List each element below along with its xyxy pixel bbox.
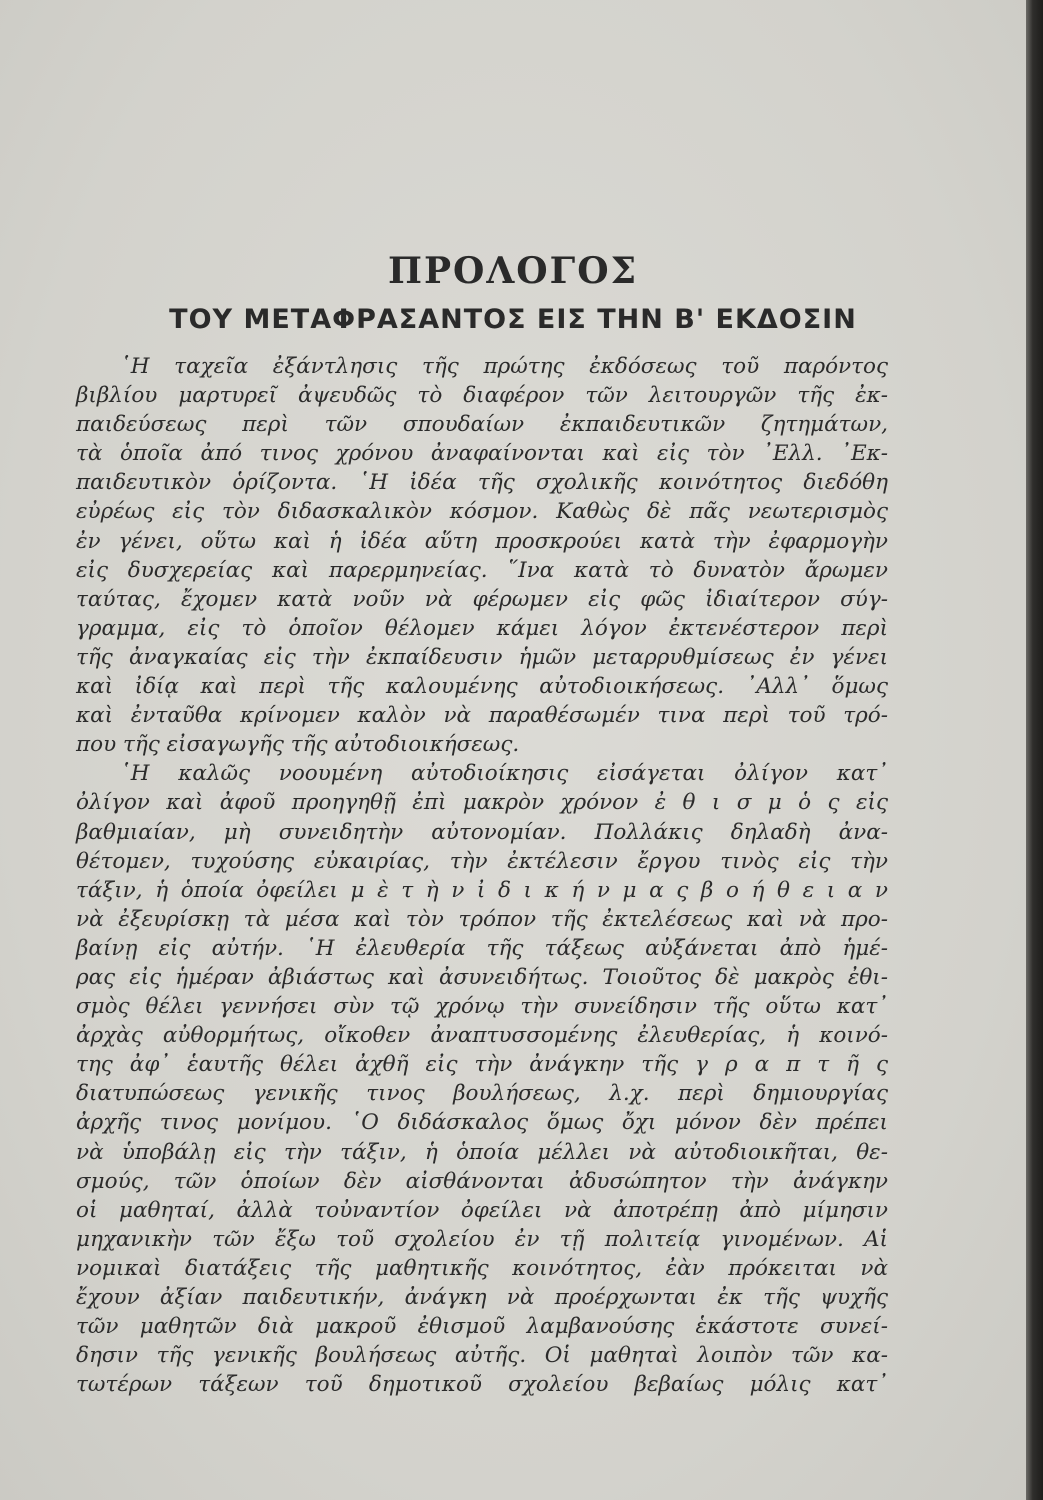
text-line: ἀρχὰς αὐθορμήτως, οἴκοθεν ἀναπτυσσομένης ἐλευθερίας, ἡ κοινό- xyxy=(76,1023,888,1049)
text-line: εὐρέως εἰς τὸν διδασκαλικὸν κόσμον. Καθὼς δὲ πᾶς νεωτερισμὸς xyxy=(76,499,888,525)
text-line: της ἀφ᾿ ἑαυτῆς θέλει ἀχθῆ εἰς τὴν ἀνάγκην τῆς γ ρ α π τ ῆ ς xyxy=(76,1052,888,1078)
text-line: ρας εἰς ἡμέραν ἀβιάστως καὶ ἀσυνειδήτως. Τοιοῦτος δὲ μακρὸς ἐθι- xyxy=(76,964,888,990)
text-line: σμὸς θέλει γεννήσει σὺν τῷ χρόνῳ τὴν συνείδησιν τῆς οὕτω κατ᾿ xyxy=(76,994,888,1020)
text-line: ἐν γένει, οὕτω καὶ ἡ ἰδέα αὕτη προσκρούει κατὰ τὴν ἐφαρμογὴν xyxy=(76,528,888,554)
page-edge-shadow xyxy=(1026,0,1043,1500)
text-line: ῾Η ταχεῖα ἐξάντλησις τῆς πρώτης ἐκδόσεως τοῦ παρόντος xyxy=(120,354,888,379)
text-line: μηχανικὴν τῶν ἔξω τοῦ σχολείου ἐν τῇ πολιτείᾳ γινομένων. Αἱ xyxy=(76,1226,888,1252)
text-line: νομικαὶ διατάξεις τῆς μαθητικῆς κοινότητος, ἐὰν πρόκειται νὰ xyxy=(76,1255,888,1281)
text-line: θέτομεν, τυχούσης εὐκαιρίας, τὴν ἐκτέλεσιν ἔργου τινὸς εἰς τὴν xyxy=(76,848,888,874)
text-line: τάξιν, ἡ ὁποία ὀφείλει μ ὲ τ ὴ ν ἰ δ ι κ ή ν μ α ς β ο ή θ ε ι α ν xyxy=(76,877,888,903)
text-line: ταύτας, ἔχομεν κατὰ νοῦν νὰ φέρωμεν εἰς φῶς ἰδιαίτερον σύγ- xyxy=(76,586,888,612)
text-line: σμούς, τῶν ὁποίων δὲν αἰσθάνονται ἀδυσώπητον τὴν ἀνάγκην xyxy=(76,1168,888,1194)
text-line: βαίνῃ εἰς αὐτήν. ῾Η ἐλευθερία τῆς τάξεως αὐξάνεται ἀπὸ ἡμέ- xyxy=(76,935,888,961)
text-line: παιδευτικὸν ὁρίζοντα. ῾Η ἰδέα τῆς σχολικῆς κοινότητος διεδόθη xyxy=(76,470,888,496)
text-line: οἱ μαθηταί, ἀλλὰ τοὐναντίον ὀφείλει νὰ ἀποτρέπῃ ἀπὸ μίμησιν xyxy=(76,1197,888,1223)
text-line: ῾Η καλῶς νοουμένη αὐτοδιοίκησις εἰσάγεται ὀλίγον κατ᾿ xyxy=(120,761,888,787)
text-line: τῆς ἀναγκαίας εἰς τὴν ἐκπαίδευσιν ἡμῶν μεταρρυθμίσεως ἐν γένει xyxy=(76,644,888,670)
text-line: τὰ ὁποῖα ἀπό τινος χρόνου ἀναφαίνονται καὶ εἰς τὸν ᾿Ελλ. ᾿Εκ- xyxy=(76,441,888,467)
text-line: βαθμιαίαν, μὴ συνειδητὴν αὐτονομίαν. Πολλάκις δηλαδὴ ἀνα- xyxy=(76,819,888,845)
text-line: δησιν τῆς γενικῆς βουλήσεως αὐτῆς. Οἱ μαθηταὶ λοιπὸν τῶν κα- xyxy=(76,1343,888,1369)
page-title: ΠΡΟΛΟΓΟΣ xyxy=(387,250,639,292)
text-line: που τῆς εἰσαγωγῆς τῆς αὐτοδιοικήσεως. xyxy=(76,732,520,758)
text-line: γραμμα, εἰς τὸ ὁποῖον θέλομεν κάμει λόγον ἐκτενέστερον περὶ xyxy=(76,615,888,641)
text-line: νὰ ἐξευρίσκῃ τὰ μέσα καὶ τὸν τρόπον τῆς ἐκτελέσεως καὶ νὰ προ- xyxy=(76,906,888,932)
text-line: τωτέρων τάξεων τοῦ δημοτικοῦ σχολείου βεβαίως μόλις κατ᾿ xyxy=(76,1372,888,1398)
text-line: βιβλίου μαρτυρεῖ ἀψευδῶς τὸ διαφέρον τῶν λειτουργῶν τῆς ἐκ- xyxy=(76,383,888,409)
body-text xyxy=(76,352,888,1399)
text-line: ὀλίγον καὶ ἀφοῦ προηγηθῇ ἐπὶ μακρὸν χρόνον ἐ θ ι σ μ ὁ ς εἰς xyxy=(76,790,888,816)
text-line: τῶν μαθητῶν διὰ μακροῦ ἐθισμοῦ λαμβανούσης ἑκάστοτε συνεί- xyxy=(76,1314,888,1340)
text-line: καὶ ἰδίᾳ καὶ περὶ τῆς καλουμένης αὐτοδιοικήσεως. ᾿Αλλ᾿ ὅμως xyxy=(76,674,888,700)
text-line: νὰ ὑποβάλῃ εἰς τὴν τάξιν, ἡ ὁποία μέλλει νὰ αὐτοδιοικῆται, θε- xyxy=(76,1139,888,1165)
page-subtitle: ΤΟΥ ΜΕΤΑΦΡΑΣΑΝΤΟΣ ΕΙΣ ΤΗΝ Β' ΕΚΔΟΣΙΝ xyxy=(169,304,857,335)
text-line: ἀρχῆς τινος μονίμου. ῾Ο διδάσκαλος ὅμως ὄχι μόνον δὲν πρέπει xyxy=(76,1110,888,1136)
text-line: ἔχουν ἀξίαν παιδευτικήν, ἀνάγκη νὰ προέρχωνται ἐκ τῆς ψυχῆς xyxy=(76,1285,888,1310)
text-line: παιδεύσεως περὶ τῶν σπουδαίων ἐκπαιδευτικῶν ζητημάτων, xyxy=(76,412,888,438)
text-line: εἰς δυσχερείας καὶ παρερμηνείας. ῞Ινα κατὰ τὸ δυνατὸν ἄρωμεν xyxy=(76,557,888,583)
text-line: διατυπώσεως γενικῆς τινος βουλήσεως, λ.χ. περὶ δημιουργίας xyxy=(76,1081,888,1107)
text-line: καὶ ἐνταῦθα κρίνομεν καλὸν νὰ παραθέσωμέν τινα περὶ τοῦ τρό- xyxy=(76,703,888,729)
